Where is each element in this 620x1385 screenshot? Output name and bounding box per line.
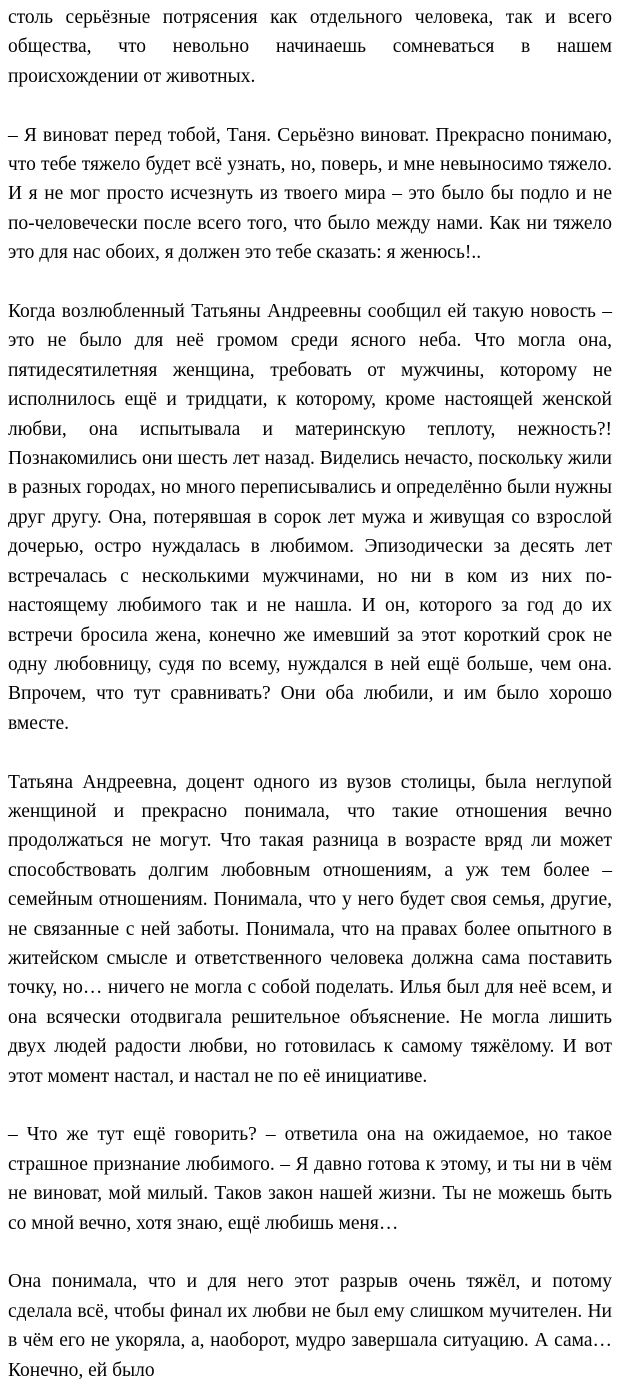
paragraph: Когда возлюбленный Татьяны Андреевны сообщил ей такую новость – это не было для неё громом среди ясного неба. Что могла она, пятидесятилетняя женщина, требовать от мужчины, которому не исполнилось ещё и тридцати, к которому, кроме настоящей женской любви, она испытывала и материнскую теплоту, нежность?! Познакомились они шесть лет назад. Виделись нечасто, поскольку жили в разных городах, но много переписывались и определённо были нужны друг другу. Она, потерявшая в сорок лет мужа и живущая со взрослой дочерью, остро нуждалась в любимом. Эпизодически за десять лет встречалась с несколькими мужчинами, но ни в ком из них по-настоящему любимого так и не нашла. И он, которого за год до их встречи бросила жена, конечно же имевший за этот короткий срок не одну любовницу, судя по всему, нуждался в ней ещё больше, чем она. Впрочем, что тут сравнивать? Они оба любили, и им было хорошо вместе.	[8, 301, 612, 734]
paragraph: Татьяна Андреевна, доцент одного из вузов столицы, была неглупой женщиной и прекрасно понимала, что такие отношения вечно продолжаться не могут. Что такая разница в возрасте вряд ли может способствовать долгим любовным отношениям, а уж тем более – семейным отношениям. Понимала, что у него будет своя семья, другие, не связанные с ней заботы. Понимала, что на правах более опытного в житейском смысле и ответственного человека должна сама поставить точку, но… ничего не могла с собой поделать. Илья был для неё всем, и она всячески отодвигала решительное объяснение. Не могла лишить двух людей радости любви, но готовилась к самому тяжёлому. И вот этот момент настал, и настал не по её инициативе.	[8, 771, 612, 1087]
paragraph: – Я виноват перед тобой, Таня. Серьёзно виноват. Прекрасно понимаю, что тебе тяжело будет всё узнать, но, поверь, и мне невыносимо тяжело. И я не мог просто исчезнуть из твоего мира – это было бы подло и не по-человечески после всего того, что было между нами. Как ни тяжело это для нас обоих, я должен это тебе сказать: я женюсь!..	[8, 124, 612, 264]
paragraph: Она понимала, что и для него этот разрыв очень тяжёл, и потому сделала всё, чтобы финал их любви не был ему слишком мучителен. Ни в чём его не укоряла, а, наоборот, мудро завершала ситуацию. А сама… Конечно, ей было	[8, 1271, 612, 1381]
paragraph: – Что же тут ещё говорить? – ответила она на ожидаемое, но такое страшное признание любимого. – Я давно готова к этому, и ты ни в чём не виноват, мой милый. Таков закон нашей жизни. Ты не можешь быть со мной вечно, хотя знаю, ещё любишь меня…	[8, 1124, 612, 1234]
paragraph: столь серьёзные потрясения как отдельного человека, так и всего общества, что невольно начинаешь сомневаться в нашем происхождении от животных.	[8, 7, 612, 87]
